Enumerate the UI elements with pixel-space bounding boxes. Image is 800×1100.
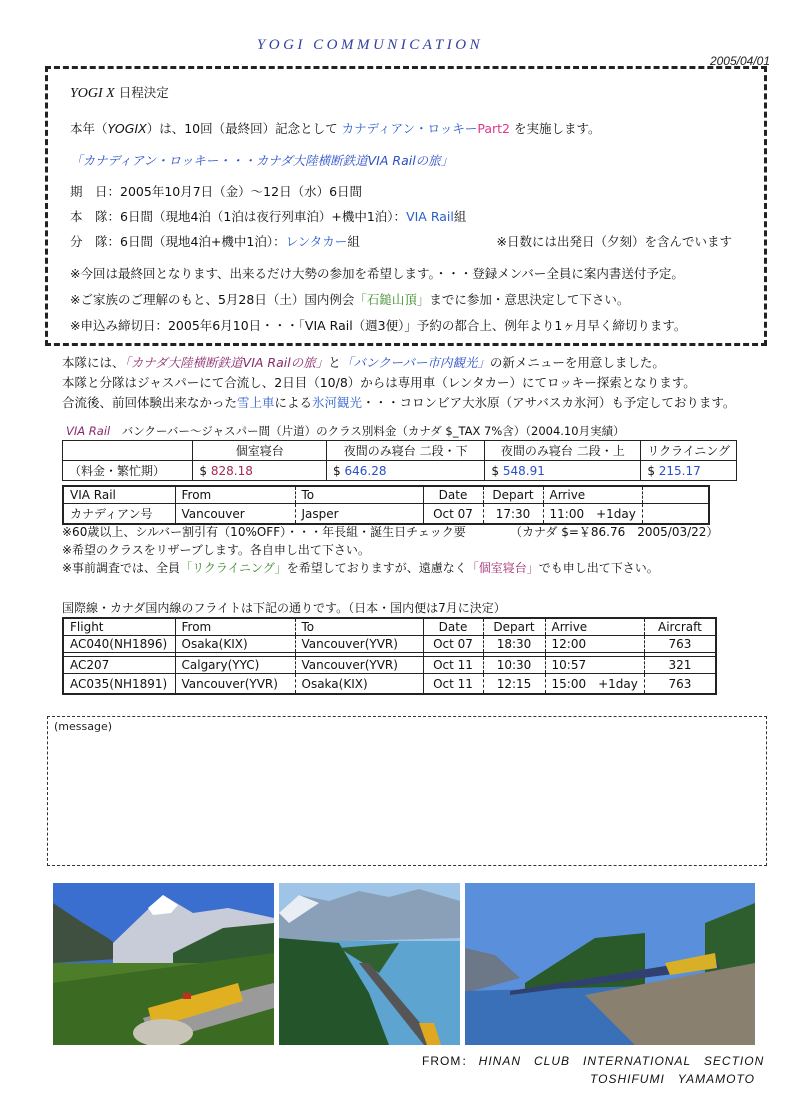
heading-text: 日程決定 [118,85,169,100]
event-name-inline: YOGIX [107,121,147,136]
senior-discount-note: ※60歳以上、シルバー割引有（10%OFF）・・・年長組・誕生日チェック要 （カナダ $=￥86.76 2005/03/22） [62,525,719,539]
fare-table [62,440,737,481]
message-label: (message) [54,720,113,733]
exchange-rate: （カナダ $=￥86.76 2005/03/22） [510,525,719,539]
body-line-3: 合流後、前回体験出来なかった雪上車による氷河観光・・・コロンビア大氷原（アサバスカ氷河）も予定しております。 [62,395,736,410]
announcement-box [45,66,767,346]
note-family: ※ご家族のご理解のもと、5月28日（土）国内例会「石鎚山頂」までに参加・意思決定して下さい。 [70,292,630,307]
flight-table-title: 国際線・カナダ国内線のフライトは下記の通りです。（日本・国内便は7月に決定） [62,601,506,615]
tour-title: 「カナディアン・ロッキー・・・カナダ大陸横断鉄道VIA Railの旅」 [70,153,454,168]
issue-date: 2005/04/01 [709,54,770,68]
price-lower-berth: $ 646.28 [327,461,485,481]
reserve-note: ※希望のクラスをリザーブします。各自申し出て下さい。 [62,543,370,557]
price-reclining: $ 215.17 [641,461,737,481]
flight-schedule-table [62,617,717,695]
note-final: ※今回は最終回となります、出来るだけ大勢の参加を希望します。・・・登録メンバー全員に案内書送付予定。 [70,266,684,281]
sender-name: TOSHIFUMI YAMAMOTO [590,1072,755,1086]
price-private-sleeper: $ 828.18 [193,461,327,481]
schedule-main-group: 本 隊：6日間（現地4泊（1泊は夜行列車泊）+機中1泊）：VIA Rail組 [70,209,467,224]
train-mountain-photo [53,883,274,1045]
train-header-row: VIA Rail From To Date Depart Arrive [63,486,709,504]
survey-note: ※事前調査では、全員「リクライニング」を希望しておりますが、遠慮なく「個室寝台」でも申し出て下さい。 [62,561,659,575]
flight-row: AC040(NH1896) Osaka(KIX) Vancouver(YVR) Oct 07 18:30 12:00 763 [63,636,716,653]
body-line-1: 本隊には、「カナダ大陸横断鉄道VIA Railの旅」と「バンクーバー市内観光」の新メニューを用意しました。 [62,355,665,370]
announcement-heading [70,83,169,104]
note-deadline: ※申込み締切日：2005年6月10日・・・「VIA Rail（週3便）」予約の都合上、例年より1ヶ月早く締切ります。 [70,318,687,333]
intro-line: 本年（YOGIX）は、10回（最終回）記念として カナディアン・ロッキーPart2 を実施します。 [70,121,601,136]
message-box[interactable] [47,716,767,866]
train-schedule-table [62,485,710,525]
schedule-sub-group: 分 隊：6日間（現地4泊+機中1泊）：レンタカー組 ※日数には出発日（夕刻）を含んでいます [70,234,732,249]
train-lakeshore-photo [465,883,755,1045]
days-note: ※日数には出発日（夕刻）を含んでいます [496,234,732,249]
fare-table-title: VIA Rail バンクーバー～ジャスパー間（片道）のクラス別料金（カナダ $_TAX 7%含）（2004.10月実績） [66,424,625,438]
train-lake-aerial-photo [279,883,460,1045]
event-highlight: 「石鎚山頂」 [354,292,430,307]
flight-row: AC207 Calgary(YYC) Vancouver(YVR) Oct 11 10:30 10:57 321 [63,657,716,674]
from-line [422,1052,764,1069]
flight-row: AC035(NH1891) Vancouver(YVR) Osaka(KIX) Oct 11 12:15 15:00 +1day 763 [63,674,716,695]
from-label: FROM： [422,1054,475,1068]
destination-highlight: カナディアン・ロッキー [341,121,478,136]
train-notes [62,523,719,577]
event-name: YOGI X [70,86,115,101]
fare-price-row: （料金・繁忙期） $ 828.18 $ 646.28 $ 548.91 $ 215.17 [63,461,737,481]
part-highlight: Part2 [477,121,511,136]
train-row: カナディアン号 Vancouver Jasper Oct 07 17:30 11:00 +1day [63,504,709,525]
sender-organization: HINAN CLUB INTERNATIONAL SECTION [478,1054,765,1068]
fare-header-row: 個室寝台 夜間のみ寝台 二段・下 夜間のみ寝台 二段・上 リクライニング [63,441,737,461]
newsletter-title: YOGI COMMUNICATION [256,37,484,53]
flight-header-row: Flight From To Date Depart Arrive Aircraft [63,618,716,636]
schedule-date: 期 日：2005年10月7日（金）～12日（水）6日間 [70,184,363,199]
body-line-2: 本隊と分隊はジャスパーにて合流し、2日目（10/8）からは専用車（レンタカー）にてロッキー探索となります。 [62,375,696,390]
price-upper-berth: $ 548.91 [485,461,641,481]
